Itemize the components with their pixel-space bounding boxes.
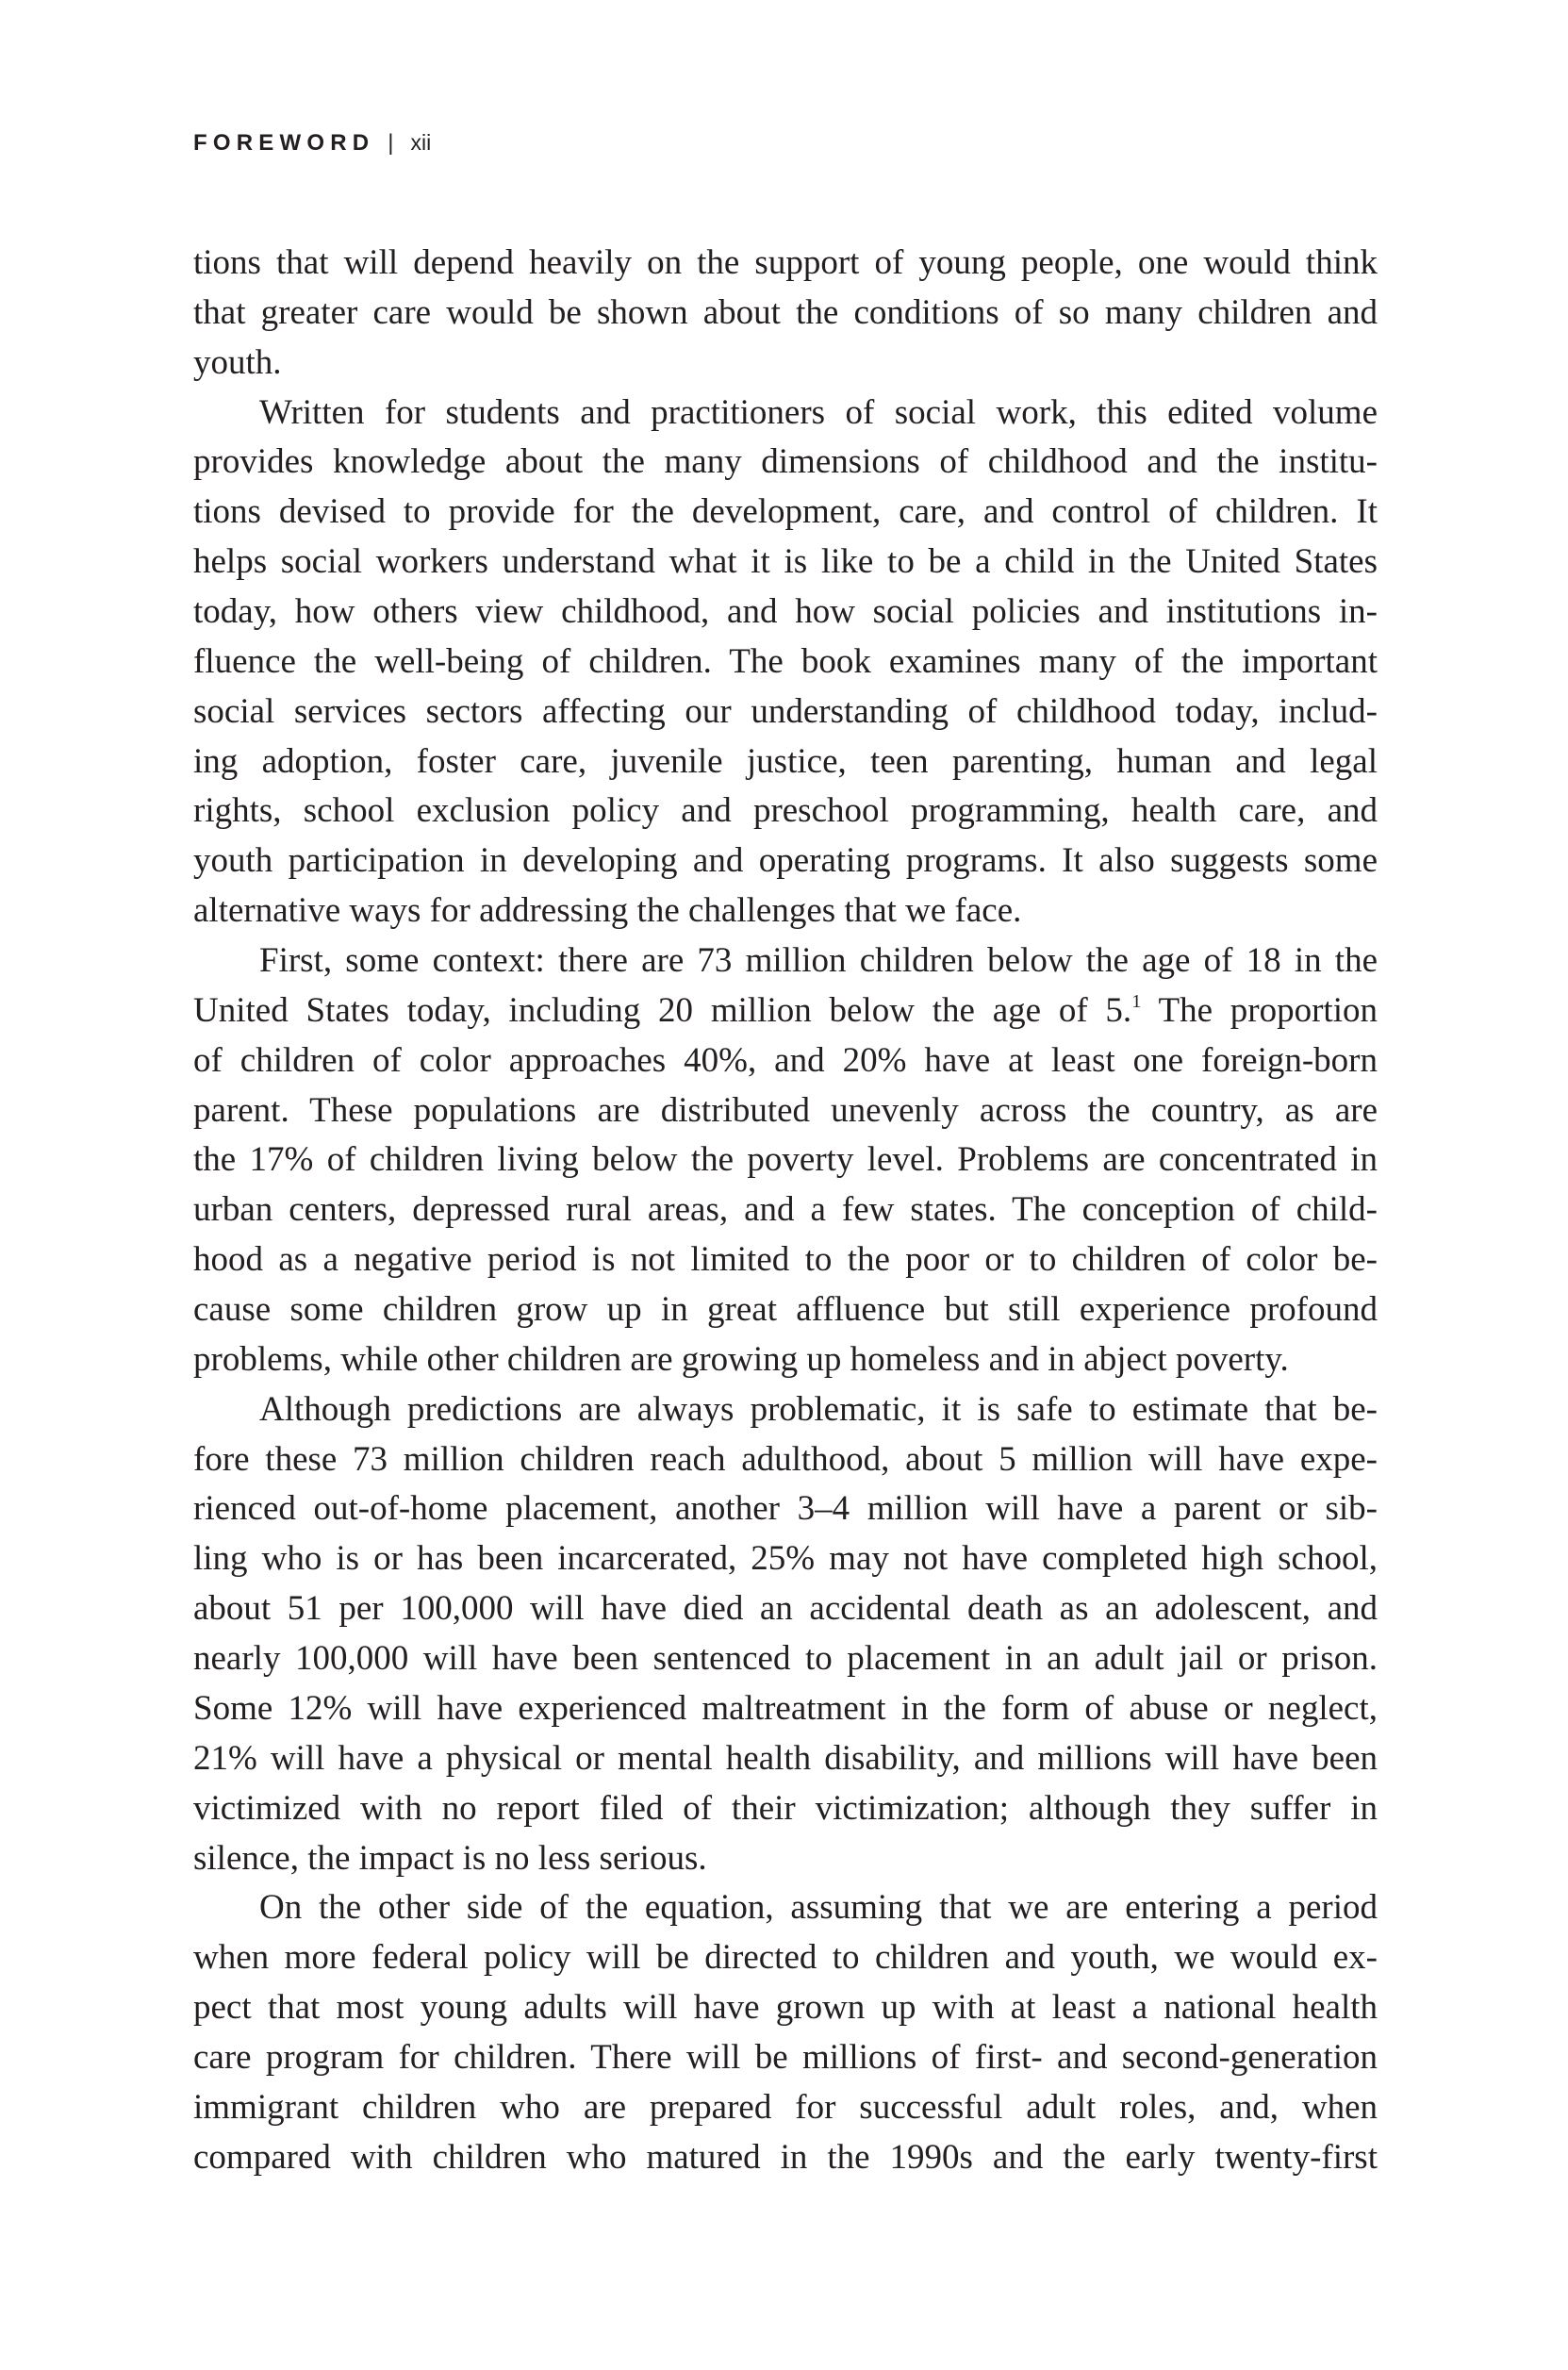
text-line [193,289,1378,339]
text-line [193,1834,1378,1884]
text-line [193,887,1378,936]
line-text: compared with children who matured in the 1990s and the early twenty-first [193,2137,1378,2177]
line-text: cause some children grow up in great affluence but still experience profound [193,1290,1378,1330]
text-line [193,2083,1378,2133]
line-text: pect that most young adults will have grown up with at least a national health [193,1988,1378,2028]
text-line [193,2033,1378,2083]
text-line [193,1634,1378,1684]
running-head-section-title: FOREWORD [193,130,375,156]
text-line [193,936,1378,986]
line-text: social services sectors affecting our understanding of childhood today, includ- [193,691,1378,731]
line-text: fluence the well-being of children. The book examines many of the important [193,641,1378,681]
line-text: Some 12% will have experienced maltreatment in the form of abuse or neglect, [193,1688,1378,1728]
line-text: rights, school exclusion policy and preschool programming, health care, and [193,791,1378,831]
text-line [193,1584,1378,1634]
line-text: ing adoption, foster care, juvenile justice, teen parenting, human and legal [193,741,1378,781]
text-line [193,1684,1378,1734]
body-text [193,239,1378,2183]
text-line [193,787,1378,837]
text-line [193,1335,1378,1385]
line-text: the 17% of children living below the poverty level. Problems are concentrated in [193,1140,1378,1180]
line-text: immigrant children who are prepared for successful adult roles, and, when [193,2087,1378,2127]
text-line [193,986,1378,1036]
line-text: problems, while other children are growing up homeless and in abject poverty. [193,1339,1289,1379]
text-line [193,688,1378,738]
line-text: when more federal policy will be directed to children and youth, we would ex- [193,1938,1378,1978]
line-text-after-footnote: The proportion [1141,990,1378,1030]
text-line [193,488,1378,538]
line-text: On the other side of the equation, assuming that we are entering a period [259,1888,1378,1928]
text-line [193,239,1378,289]
text-line [193,588,1378,638]
page-number: xii [410,130,432,155]
paragraph [193,1883,1378,2182]
line-text: Written for students and practitioners of social work, this edited volume [259,392,1378,432]
line-text: fore these 73 million children reach adulthood, about 5 million will have expe- [193,1439,1378,1479]
text-line [193,1435,1378,1485]
text-line [193,538,1378,588]
line-text: youth. [193,342,282,382]
line-text: care program for children. There will be millions of first- and second-generation [193,2037,1378,2077]
text-line [193,389,1378,439]
line-text: parent. These populations are distributed unevenly across the country, as are [193,1090,1378,1130]
text-line [193,1135,1378,1185]
text-line [193,1385,1378,1435]
line-text: 21% will have a physical or mental health disability, and millions will have been [193,1738,1378,1778]
text-line [193,1933,1378,1983]
line-text: of children of color approaches 40%, and 20% have at least one foreign-born [193,1040,1378,1080]
paragraph [193,936,1378,1385]
text-line [193,1534,1378,1584]
line-text: tions devised to provide for the development, care, and control of children. It [193,492,1378,532]
line-text: tions that will depend heavily on the support of young people, one would think [193,243,1378,282]
text-line [193,1883,1378,1933]
paragraph [193,239,1378,389]
line-text: youth participation in developing and operating programs. It also suggests some [193,841,1378,881]
text-line [193,1235,1378,1285]
text-line [193,339,1378,389]
line-text: First, some context: there are 73 million children below the age of 18 in the [259,941,1378,981]
line-text: ling who is or has been incarcerated, 25% may not have completed high school, [193,1539,1378,1579]
paragraph [193,389,1378,936]
text-line [193,1784,1378,1834]
line-text: victimized with no report filed of their victimization; although they suffer in [193,1788,1378,1828]
text-line [193,1285,1378,1335]
line-text: silence, the impact is no less serious. [193,1838,707,1878]
line-text: that greater care would be shown about the conditions of so many children and [193,292,1378,332]
line-text: rienced out-of-home placement, another 3–4 million will have a parent or sib- [193,1489,1378,1529]
running-head [193,130,431,158]
text-line [193,837,1378,887]
running-head-separator: | [388,130,394,156]
text-line [193,738,1378,787]
line-text: today, how others view childhood, and how social policies and institutions in- [193,592,1378,632]
text-line [193,1983,1378,2033]
line-text: helps social workers understand what it is like to be a child in the United States [193,542,1378,582]
line-text: alternative ways for addressing the challenges that we face. [193,891,1022,931]
line-text: United States today, including 20 million below the age of 5. [193,990,1132,1030]
line-text: nearly 100,000 will have been sentenced to placement in an adult jail or prison. [193,1639,1378,1679]
text-line [193,1484,1378,1534]
line-text: provides knowledge about the many dimensions of childhood and the institu- [193,442,1378,482]
line-text: Although predictions are always problematic, it is safe to estimate that be- [259,1389,1378,1429]
text-line [193,1734,1378,1784]
text-line [193,438,1378,488]
footnote-marker[interactable]: 1 [1131,990,1142,1012]
paragraph [193,1385,1378,1884]
text-line [193,1036,1378,1086]
line-text: urban centers, depressed rural areas, and a few states. The conception of child- [193,1190,1378,1230]
text-line [193,2133,1378,2183]
text-line [193,1086,1378,1136]
text-line [193,638,1378,688]
text-line [193,1185,1378,1235]
line-text: hood as a negative period is not limited to the poor or to children of color be- [193,1240,1378,1280]
line-text: about 51 per 100,000 will have died an accidental death as an adolescent, and [193,1589,1378,1629]
